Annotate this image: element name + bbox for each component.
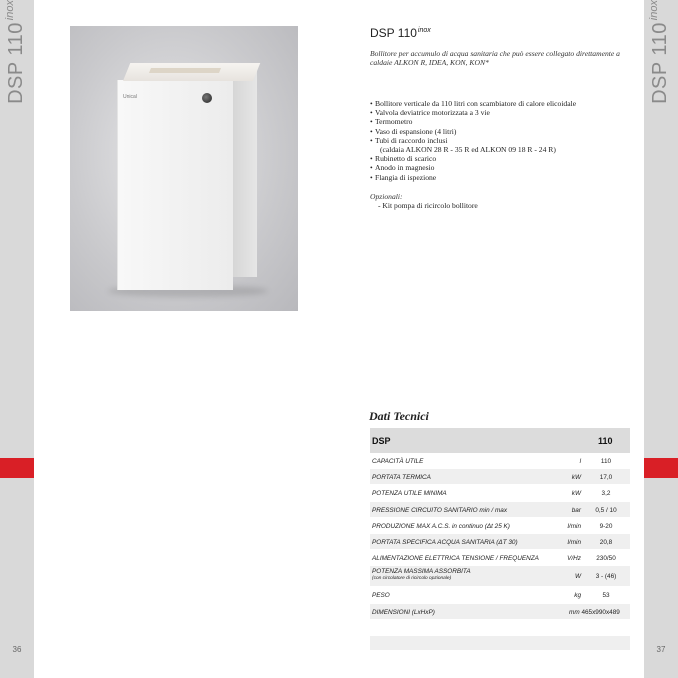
feature-item: • Bollitore verticale da 110 litri con scambiatore di calore elicoidale [370, 99, 577, 108]
table-row: PRODUZIONE MAX A.C.S. in continuo (Δt 25 K) l/min 9-20 [370, 518, 630, 534]
table-row: CAPACITÀ UTILE l 110 [370, 453, 630, 469]
header-model: DSP [372, 436, 391, 446]
boiler-front-panel [117, 80, 233, 290]
right-side-bar [644, 0, 678, 678]
tech-table-header [370, 428, 630, 453]
product-name-sup: inox [417, 27, 431, 34]
table-row: POTENZA UTILE MINIMA kW 3,2 [370, 485, 630, 501]
side-title-sup: inox [4, 0, 16, 21]
product-name: DSP 110 [370, 26, 417, 40]
boiler-logo: Unical [123, 94, 137, 100]
product-title [370, 26, 431, 40]
feature-item-detail: (caldaia ALKON 28 R - 35 R ed ALKON 09 18 R - 24 R) [380, 145, 556, 155]
feature-item: • Tubi di raccordo inclusi [370, 135, 448, 145]
tech-table-footer [370, 636, 630, 650]
left-side-bar [0, 0, 34, 678]
tech-data-title: Dati Tecnici [369, 409, 429, 423]
table-row: PORTATA SPECIFICA ACQUA SANITARIA (ΔT 30) l/min 20,8 [370, 534, 630, 550]
boiler-top-slot [149, 68, 221, 73]
feature-item: • Anodo in magnesio [370, 163, 435, 173]
table-row: DIMENSIONI (LxHxP) mm 465x990x489 [370, 604, 630, 620]
table-row: ALIMENTAZIONE ELETTRICA TENSIONE / FREQUENZA V/Hz 230/50 [370, 550, 630, 566]
left-side-title [0, 0, 34, 140]
product-description: Bollitore per accumulo di acqua sanitaria che può essere collegato direttamente a caldaie ALKON R, IDEA, KON, KON* [370, 49, 620, 67]
right-red-marker [644, 458, 678, 478]
tech-data-table [370, 428, 630, 620]
right-side-title [644, 0, 678, 140]
side-title-text: DSP 110 [5, 22, 27, 104]
feature-list [370, 99, 640, 182]
feature-item: • Vaso di espansione (4 litri) [370, 126, 457, 136]
side-title-text: DSP 110 [649, 22, 671, 104]
left-red-marker [0, 458, 34, 478]
feature-item: • Termometro [370, 117, 413, 127]
table-row: POTENZA MASSIMA ASSORBITA (con circolatore di ricircolo opzionale) W 3 - (46) [370, 566, 630, 587]
optional-item: - Kit pompa di ricircolo bollitore [378, 201, 478, 210]
side-title-sup: inox [648, 0, 660, 21]
table-row: PORTATA TERMICA kW 17,0 [370, 469, 630, 485]
table-row: PRESSIONE CIRCUITO SANITARIO min / max bar 0,5 / 10 [370, 502, 630, 518]
page-number-left: 36 [12, 645, 22, 654]
feature-item: • Rubinetto di scarico [370, 154, 437, 164]
boiler-thermometer-knob [202, 93, 212, 103]
table-row: PESO kg 53 [370, 587, 630, 603]
feature-item: • Valvola deviatrice motorizzata a 3 vie [370, 108, 490, 118]
page-number-right: 37 [656, 645, 666, 654]
boiler-side-panel [233, 65, 257, 277]
feature-item: • Flangia di ispezione [370, 172, 437, 182]
optional-label: Opzionali: [370, 192, 403, 201]
header-value: 110 [598, 436, 613, 446]
